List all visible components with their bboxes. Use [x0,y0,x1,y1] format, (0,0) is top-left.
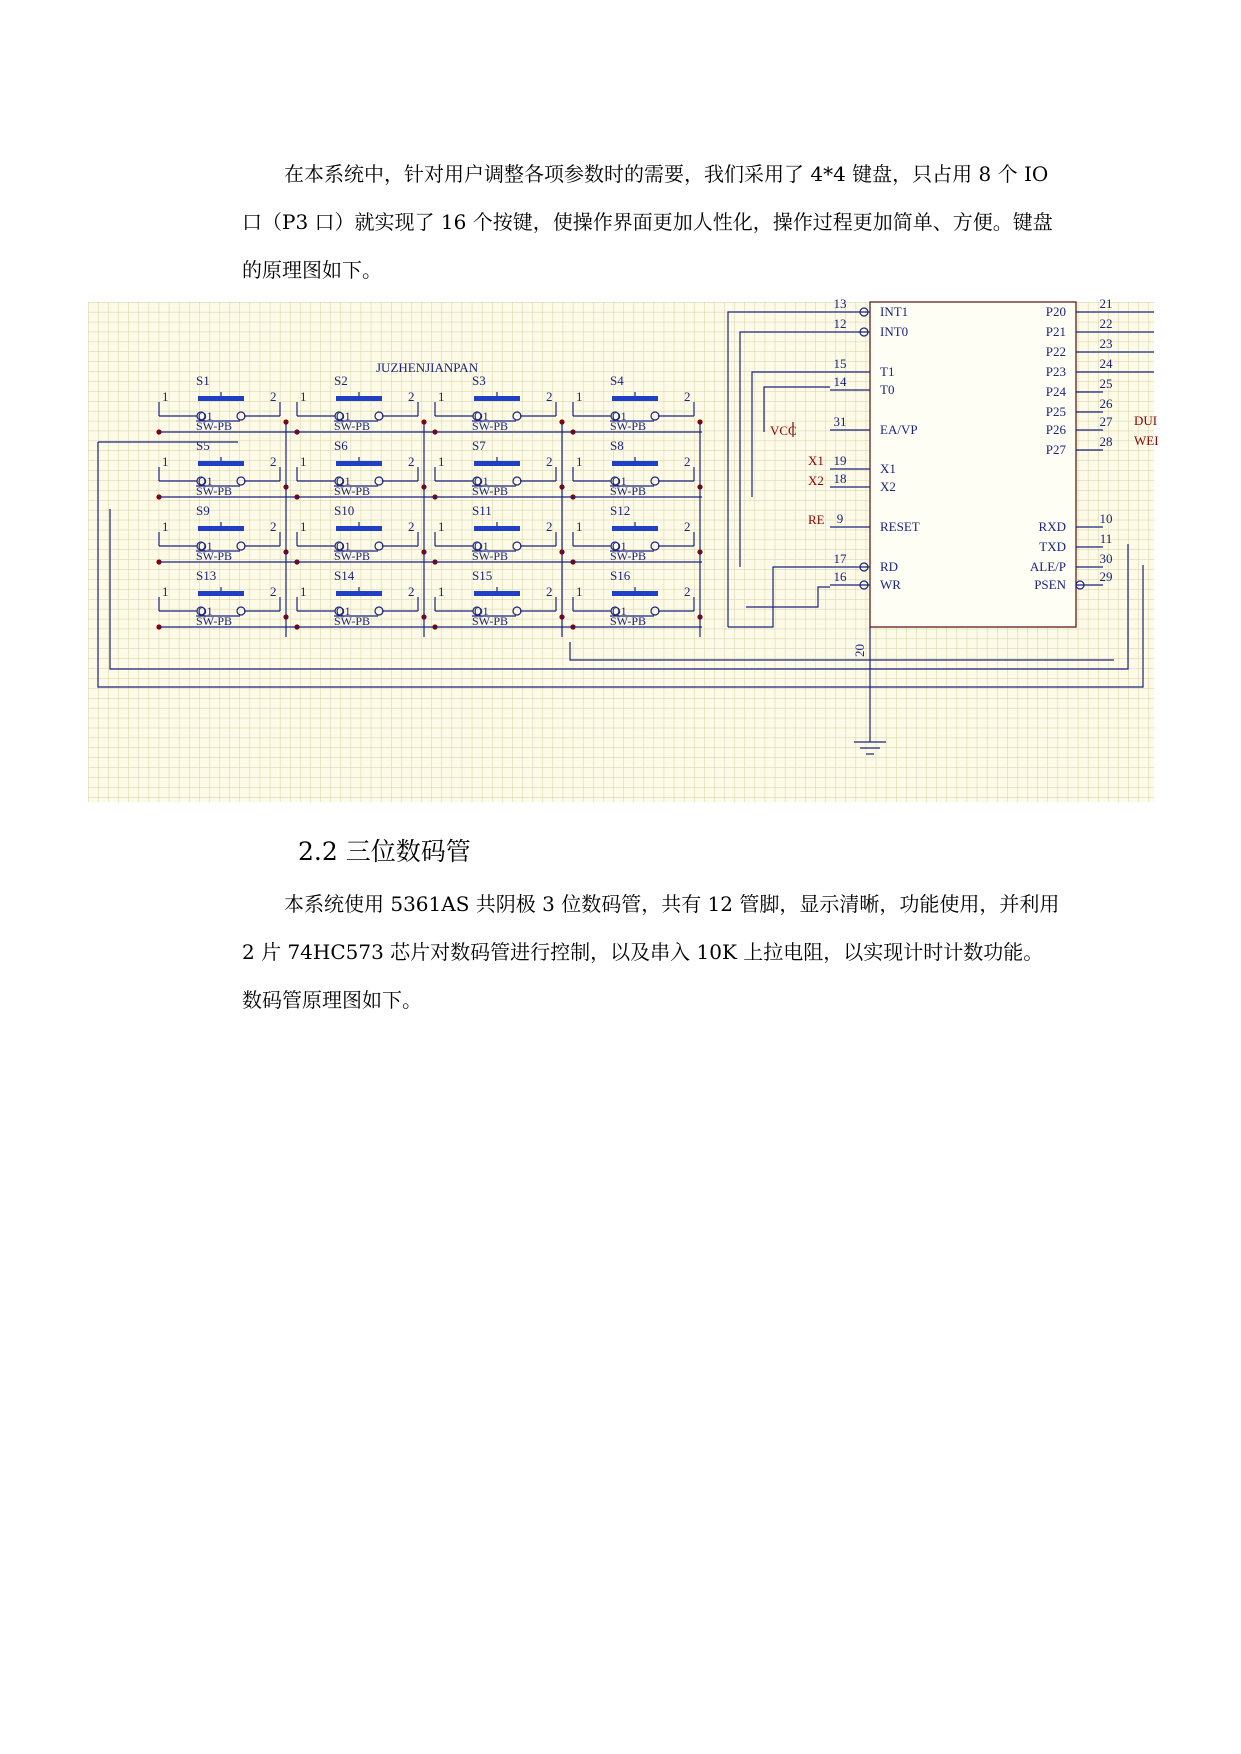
switch-bar [336,591,382,596]
switch-label: S6 [334,438,348,453]
switch-bar [612,591,658,596]
net-label-re: RE [808,512,825,527]
mcu-pin-number: 21 [1099,296,1113,311]
pin-number: 2 [270,389,277,404]
pin-number: 2 [408,519,415,534]
switch-type-label: SW-PB [334,419,371,433]
pin-number: 2 [684,519,691,534]
net-label-dul: DUI [1134,413,1158,428]
mcu-pin-name: INT0 [880,324,909,339]
mcu-pin-name: P21 [1045,324,1066,339]
pin-number: 2 [270,454,277,469]
mcu-pin-number: 16 [833,569,847,584]
mcu-pin-name: P27 [1045,442,1066,457]
switch-label: S13 [196,568,217,583]
switch-q-label: Q1 [474,604,489,618]
switch-bar [336,461,382,466]
switch-type-label: SW-PB [196,614,233,628]
mcu-pin-number: 13 [833,296,847,311]
switch-type-label: SW-PB [610,484,647,498]
pin-number: 2 [684,454,691,469]
mcu-pin-number: 20 [852,644,867,657]
switch-label: S12 [610,503,631,518]
switch-q-label: Q1 [474,474,489,488]
switch-q-label: Q1 [336,604,351,618]
pin-number: 1 [576,389,583,404]
switch-label: S15 [472,568,493,583]
mcu-pin-name: P20 [1045,304,1066,319]
switch-q-label: Q1 [336,474,351,488]
pin-number: 2 [270,519,277,534]
switch-label: S9 [196,503,210,518]
pin-number: 2 [546,454,553,469]
switch-label: S16 [610,568,631,583]
switch-q-label: Q1 [612,604,627,618]
pin-number: 2 [684,389,691,404]
pin-number: 1 [438,389,445,404]
mcu-pin-number: 27 [1099,414,1113,429]
switch-q-label: Q1 [612,474,627,488]
switch-bar [336,396,382,401]
mcu-pin-number: 9 [836,511,844,526]
switch-q-label: Q1 [198,539,213,553]
switch-label: S7 [472,438,486,453]
switch-type-label: SW-PB [610,419,647,433]
mcu-pin-name: X2 [880,479,896,494]
switch-q-label: Q1 [336,539,351,553]
mcu-pin-number: 18 [833,471,847,486]
switch-bar [612,461,658,466]
mcu-pin-name: TXD [1039,539,1066,554]
pin-number: 1 [300,519,307,534]
switch-label: S3 [472,373,486,388]
switch-bar [474,461,520,466]
mcu-pin-name: P23 [1045,364,1066,379]
mcu-pin-number: 28 [1099,434,1113,449]
pin-number: 2 [684,584,691,599]
switch-bar [612,526,658,531]
pin-number: 1 [438,584,445,599]
pin-number: 2 [408,389,415,404]
pin-number: 1 [162,389,169,404]
keypad-title: JUZHENJIANPAN [376,360,479,375]
switch-label: S4 [610,373,624,388]
mcu-pin-name: P24 [1045,384,1066,399]
mcu-pin-number: 30 [1099,551,1113,566]
mcu-pin-name: RESET [880,519,920,534]
pin-number: 1 [300,584,307,599]
pin-number: 1 [162,454,169,469]
pin-number: 1 [300,389,307,404]
switch-q-label: Q1 [198,474,213,488]
intro-text: 在本系统中，针对用户调整各项参数时的需要，我们采用了 4*4 键盘，只占用 8 个 IO 口（P3 口）就实现了 16 个按键，使操作界面更加人性化，操作过程更加简单、方便。键盘的原理图如下。 [242,162,1053,282]
mcu-pin-number: 14 [833,374,847,389]
switch-q-label: Q1 [198,604,213,618]
mcu-pin-number: 12 [833,316,847,331]
net-label-x2: X2 [808,473,824,488]
switch-label: S10 [334,503,355,518]
pin-number: 1 [576,519,583,534]
pin-number: 2 [546,519,553,534]
mcu-pin-name: P22 [1045,344,1066,359]
pin-number: 1 [576,584,583,599]
mcu-pin-name: WR [880,577,901,592]
display-text: 本系统使用 5361AS 共阴极 3 位数码管，共有 12 管脚，显示清晰，功能使用，并利用 2 片 74HC573 芯片对数码管进行控制，以及串入 10K 上拉电阻，以实现计时计数功能。数码管原理图如下。 [242,892,1060,1012]
mcu-pin-name: X1 [880,461,896,476]
pin-number: 1 [438,454,445,469]
mcu-pin-number: 29 [1099,569,1113,584]
mcu-pin-number: 26 [1099,396,1113,411]
switch-bar [336,526,382,531]
display-paragraph [242,880,1062,1024]
vcc-label: VCC [770,423,797,438]
pin-number: 1 [162,584,169,599]
switch-label: S1 [196,373,210,388]
mcu-pin-number: 15 [833,356,847,371]
mcu-pin-number: 19 [833,453,847,468]
pin-number: 1 [162,519,169,534]
mcu-pin-number: 23 [1099,336,1113,351]
switch-type-label: SW-PB [334,614,371,628]
mcu-pin-name: EA/VP [880,422,918,437]
switch-q-label: Q1 [612,539,627,553]
mcu-pin-number: 11 [1099,531,1113,546]
intro-paragraph [242,150,1062,294]
mcu-pin-number: 17 [833,551,847,566]
switch-bar [474,591,520,596]
switch-type-label: SW-PB [334,549,371,563]
switch-label: S11 [472,503,492,518]
mcu-pin-number: 31 [833,414,847,429]
switch-q-label: Q1 [474,409,489,423]
switch-type-label: SW-PB [334,484,371,498]
switch-label: S2 [334,373,348,388]
switch-type-label: SW-PB [196,549,233,563]
switch-type-label: SW-PB [196,419,233,433]
pin-number: 2 [546,584,553,599]
switch-bar [474,526,520,531]
switch-bar [474,396,520,401]
net-label-x1: X1 [808,453,824,468]
mcu-pin-number: 24 [1099,356,1113,371]
switch-type-label: SW-PB [610,614,647,628]
pin-number: 2 [408,584,415,599]
mcu-pin-name: PSEN [1034,577,1066,592]
switch-type-label: SW-PB [472,484,509,498]
switch-type-label: SW-PB [472,419,509,433]
mcu-pin-number: 25 [1099,376,1113,391]
mcu-pin-name: T0 [880,382,895,397]
switch-type-label: SW-PB [472,549,509,563]
switch-label: S14 [334,568,355,583]
mcu-pin-name: INT1 [880,304,909,319]
mcu-pin-name: P26 [1045,422,1066,437]
switch-type-label: SW-PB [196,484,233,498]
keypad-schematic [88,296,1159,802]
mcu-pin-name: RXD [1038,519,1066,534]
pin-number: 2 [408,454,415,469]
mcu-pin-number: 22 [1099,316,1113,331]
switch-bar [198,396,244,401]
pin-number: 2 [546,389,553,404]
mcu-pin-name: RD [880,559,899,574]
switch-label: S5 [196,438,210,453]
switch-type-label: SW-PB [472,614,509,628]
switch-type-label: SW-PB [610,549,647,563]
switch-bar [198,461,244,466]
switch-q-label: Q1 [474,539,489,553]
switch-q-label: Q1 [198,409,213,423]
pin-number: 1 [438,519,445,534]
switch-q-label: Q1 [612,409,627,423]
pin-number: 1 [300,454,307,469]
switch-label: S8 [610,438,624,453]
mcu-pin-name: P25 [1045,404,1066,419]
mcu-pin-name: ALE/P [1029,559,1066,574]
net-label-we: WEI [1134,433,1159,448]
section-heading: 2.2 三位数码管 [298,837,471,866]
switch-bar [198,526,244,531]
mcu-pin-name: T1 [880,364,895,379]
switch-q-label: Q1 [336,409,351,423]
mcu-pin-number: 10 [1099,511,1113,526]
pin-number: 1 [576,454,583,469]
switch-bar [198,591,244,596]
pin-number: 2 [270,584,277,599]
switch-bar [612,396,658,401]
